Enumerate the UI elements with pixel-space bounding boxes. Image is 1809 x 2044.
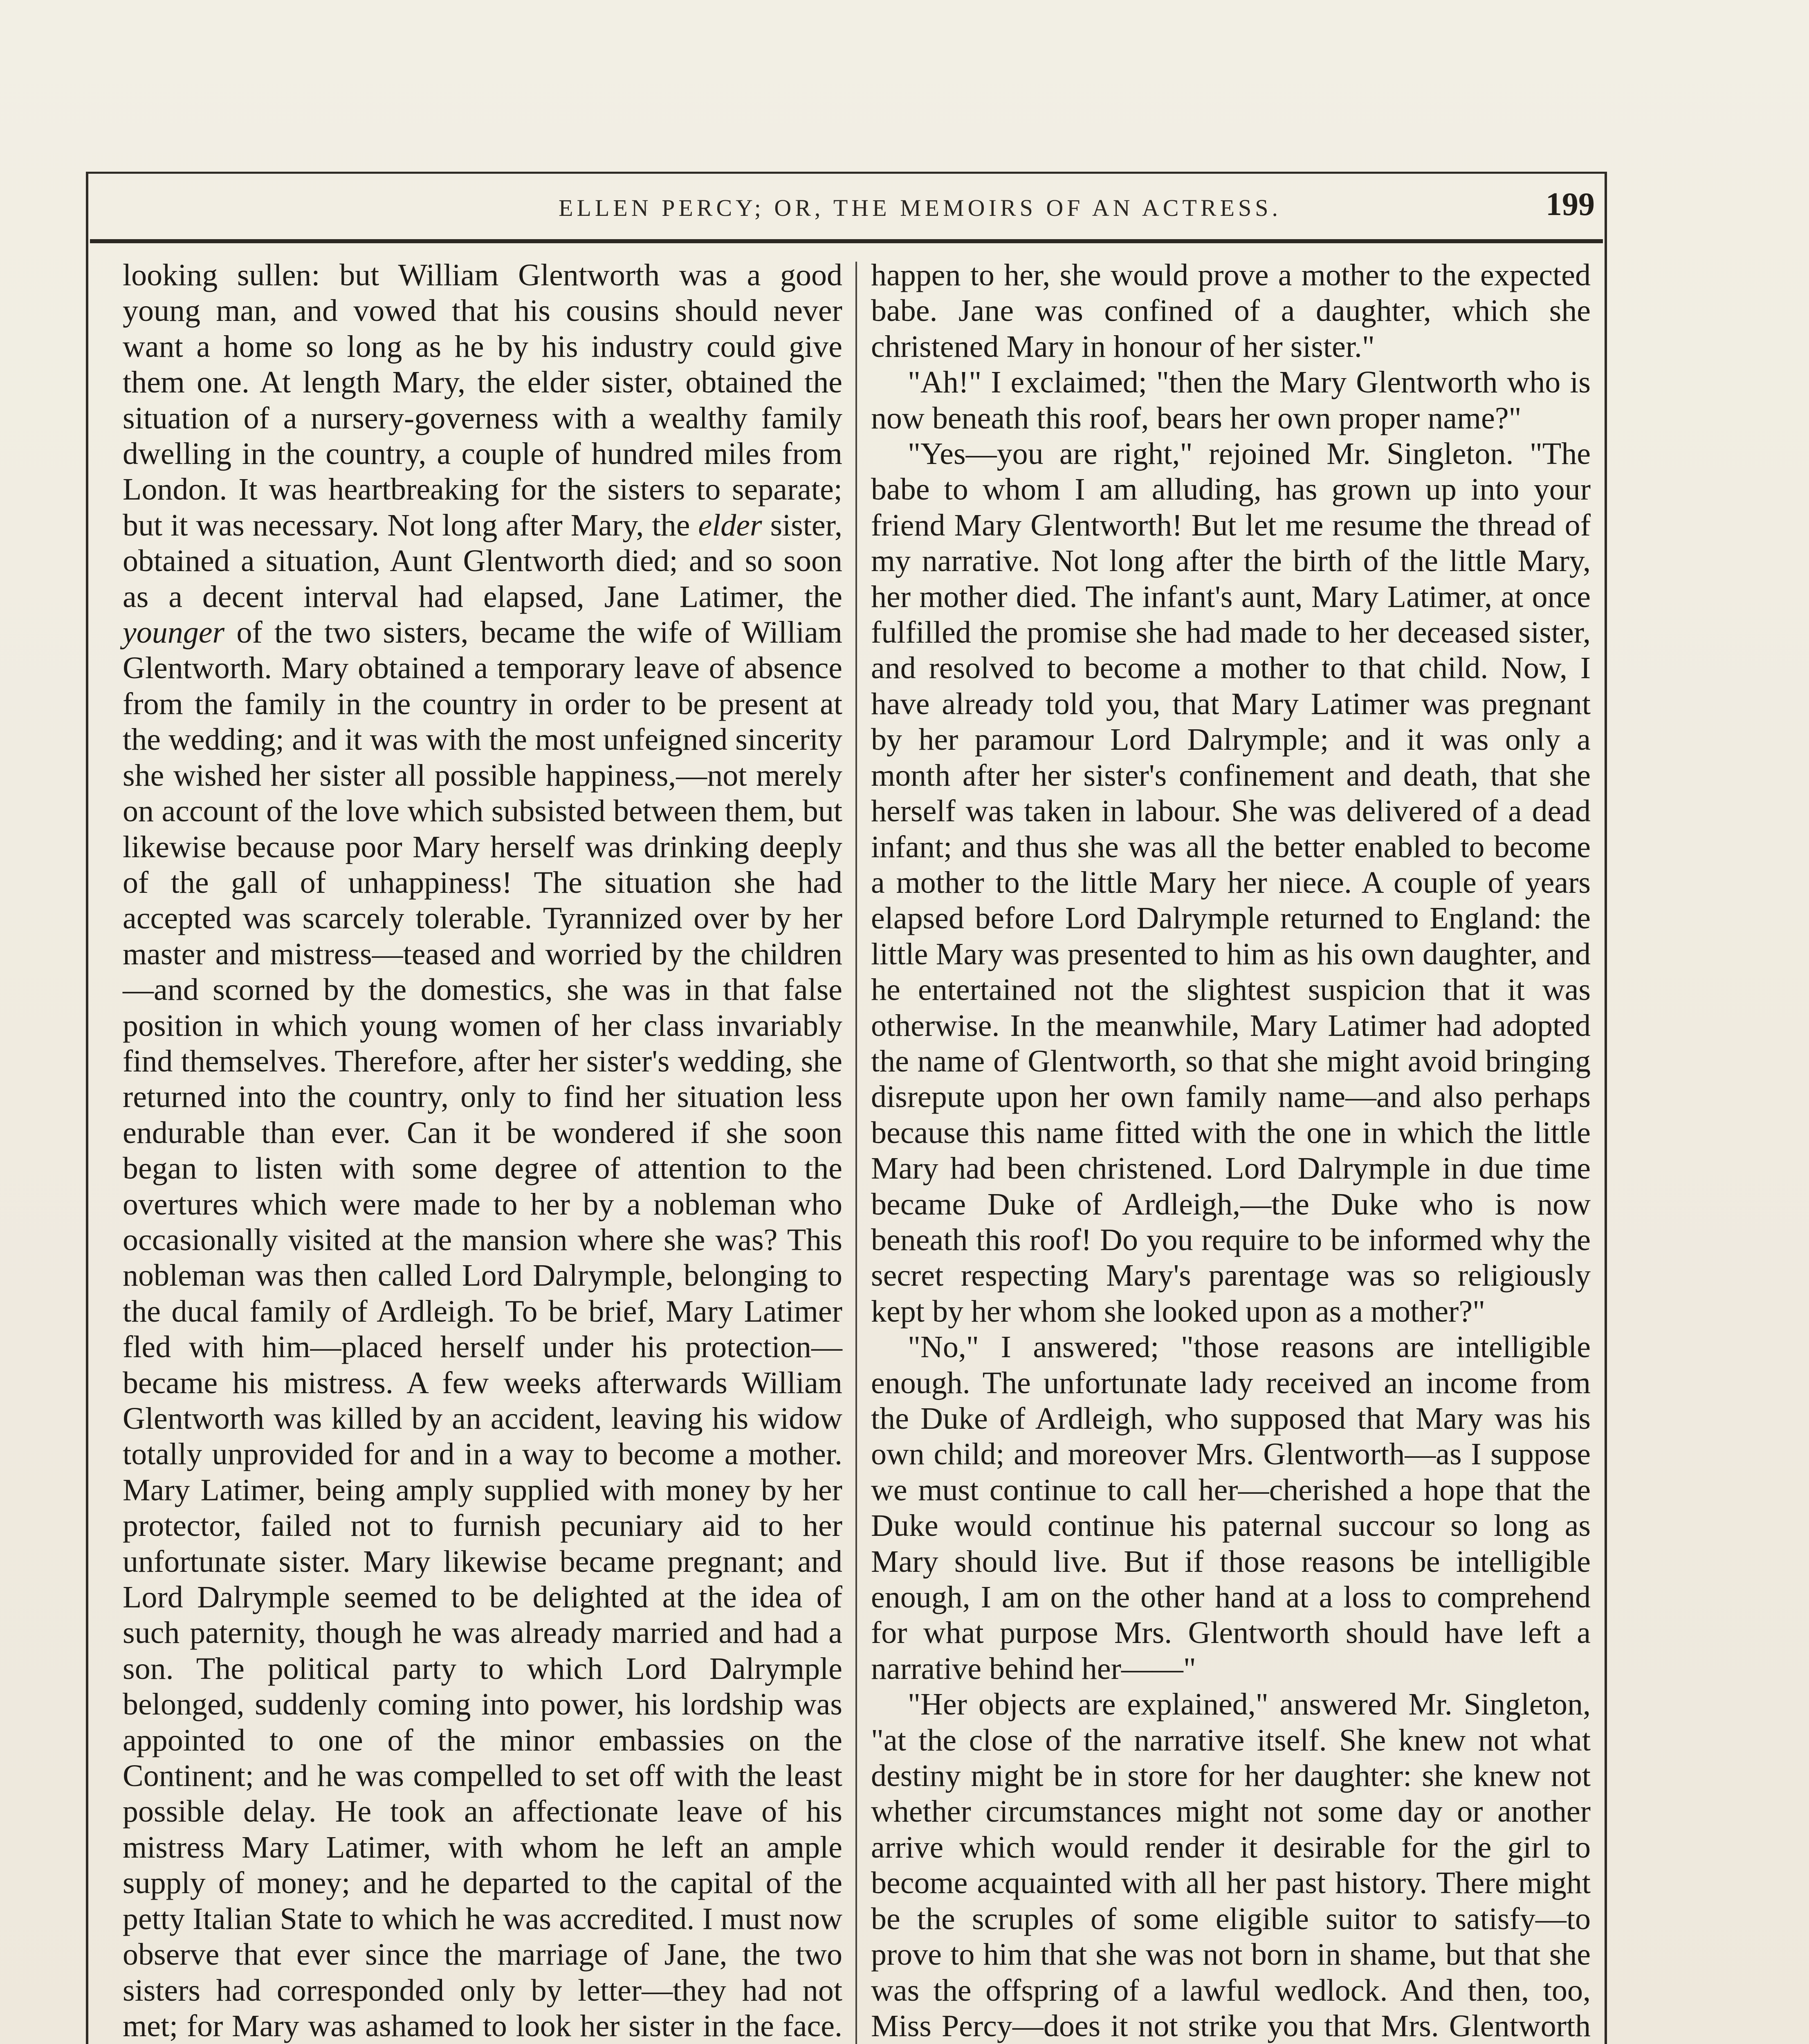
header-rule [90,239,1603,243]
left-column [123,258,842,2044]
right-column [871,258,1591,2044]
right-paragraph-4: "No," I answered; "those reasons are intelligible enough. The unfortunate lady received an income from the Duke of Ardleigh, who supposed that Mary was his own child; and moreover Mrs. Glentworth—as I suppose we must continue to call her—cherished a hope that the Duke would continue his paternal succour so long as Mary should live. But if those reasons be intelligible enough, I am on the other hand at a loss to comprehend for what purpose Mrs. Glentworth should have left a narrative behind her——" [871,1330,1591,1686]
column-divider [855,262,857,2044]
emphasis-younger: younger [123,615,225,650]
right-paragraph-2: "Ah!" I exclaimed; "then the Mary Glentworth who is now beneath this roof, bears her own proper name?" [871,365,1591,435]
left-paragraph-1 [123,258,842,2044]
text-run: of the two sisters, became the wife of William Glentworth. Mary obtained a temporary leave of absence from the family in the country in order to be present at the wedding; and it was with the most unfeigned sincerity she wished her sister all possible happiness,—not merely on account of the love which subsisted between them, but likewise because poor Mary herself was drinking deeply of the gall of unhappiness! The situation she had accepted was scarcely tolerable. Tyrannized over by her master and mistress—teased and worried by the children—and scorned by the domestics, she was in that false position in which young women of her class invariably find themselves. Therefore, after her sister's wedding, she returned into the country, only to find her situation less endurable than ever. Can it be wondered if she soon began to listen with some degree of attention to the overtures which were made to her by a nobleman who occasionally visited at the mansion where she was? This nobleman was then called Lord Dalrymple, belonging to the ducal family of Ardleigh. To be brief, Mary Latimer fled with him—placed herself under his protection—became his mistress. A few weeks afterwards William Glentworth was killed by an accident, leaving his widow totally unprovided for and in a way to become a mother. Mary Latimer, being amply supplied with money by her protector, failed not to furnish pecuniary aid to her unfortunate sister. Mary likewise became pregnant; and Lord Dalrymple seemed to be delighted at the idea of such paternity, though he was already married and had a son. The political party to which Lord Dalrymple belonged, suddenly coming into power, his lordship was appointed to one of the minor embassies on the Continent; and he was compelled to set off with the least possible delay. He took an affectionate leave of his mistress Mary Latimer, with whom he left an ample supply of money; and he departed to the capital of the petty Italian State to which he was accredited. I must now observe that ever since the marriage of Jane, the two sisters had corresponded only by letter—they had not met; for Mary was ashamed to look her sister in the face. [123,615,842,2043]
page-number: 199 [1546,186,1595,222]
running-head: ELLEN PERCY; OR, THE MEMOIRS OF AN ACTRESS. [559,195,1282,221]
right-paragraph-5: "Her objects are explained," answered Mr. Singleton, "at the close of the narrative itself. She knew not what destiny might be in store for her daughter: she knew not whether circumstances might not some day or another arrive which would render it desirable for the girl to become acquainted with all her past history. There might be the scruples of some eligible suitor to satisfy—to prove to him that she was not born in shame, but that she was the offspring of a lawful wedlock. And then, too, Miss Percy—does it not strike you that Mrs. Glentworth [871,1687,1591,2043]
right-paragraph-3: "Yes—you are right," rejoined Mr. Singleton. "The babe to whom I am alluding, has grown up into your friend Mary Glentworth! But let me resume the thread of my narrative. Not long after the birth of the little Mary, her mother died. The infant's aunt, Mary Latimer, at once fulfilled the promise she had made to her deceased sister, and resolved to become a mother to that child. Now, I have already told you, that Mary Latimer was pregnant by her paramour Lord Dalrymple; and it was only a month after her sister's confinement and death, that she herself was taken in labour. She was delivered of a dead infant; and thus she was all the better enabled to become a mother to the little Mary her niece. A couple of years elapsed before Lord Dalrymple returned to England: the little Mary was presented to him as his own daughter, and he entertained not the slightest suspicion that it was otherwise. In the meanwhile, Mary Latimer had adopted the name of Glentworth, so that she might avoid bringing disrepute upon her own family name—and also perhaps because this name fitted with the one in which the little Mary had been christened. Lord Dalrymple in due time became Duke of Ardleigh,—the Duke who is now beneath this roof! Do you require to be informed why the secret respecting Mary's parentage was so religiously kept by her whom she looked upon as a mother?" [871,437,1591,1329]
right-paragraph-1: happen to her, she would prove a mother to the expected babe. Jane was confined of a daughter, which she christened Mary in honour of her sister." [871,258,1591,364]
emphasis-elder: elder [698,508,762,542]
text-run: sister, obtained a situation, Aunt Glentworth died; and so soon as a decent interval had elapsed, Jane Latimer, the [123,508,842,614]
text-run: looking sullen: but William Glentworth was a good young man, and vowed that his cousins should never want a home so long as he by his industry could give them one. At length Mary, the elder sister, obtained the situation of a nursery-governess with a wealthy family dwelling in the country, a couple of hundred miles from London. It was heartbreaking for the sisters to separate; but it was necessary. Not long after Mary, the [123,258,842,542]
